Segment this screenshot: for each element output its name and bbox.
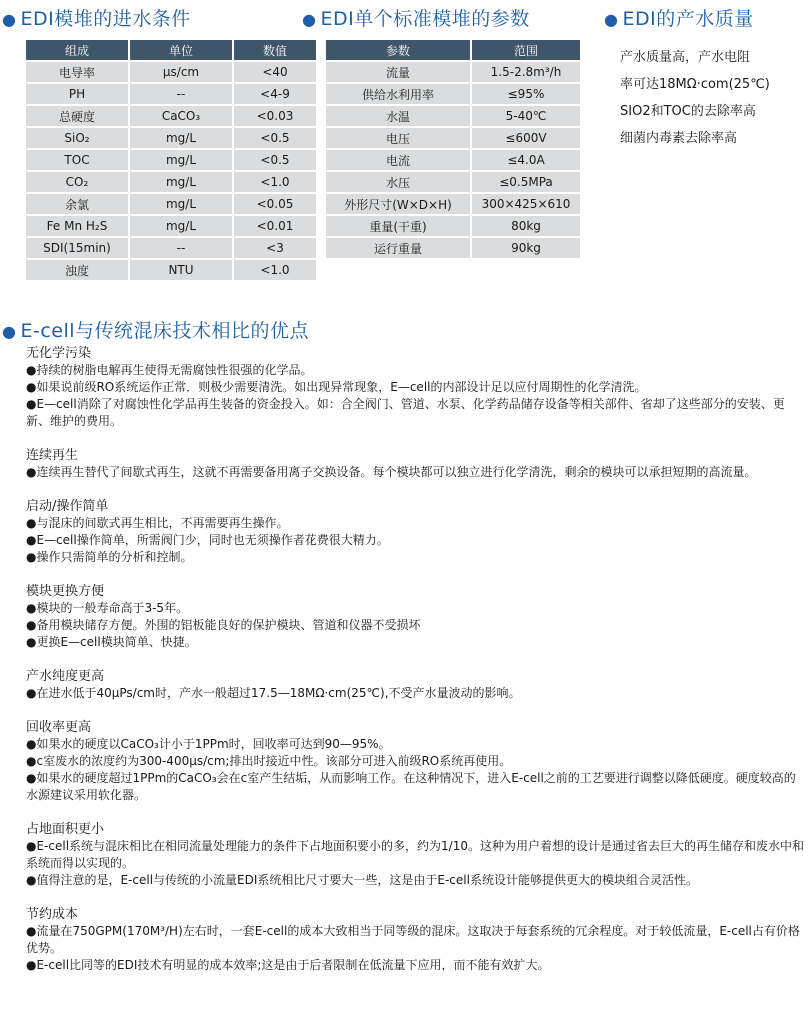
table-cell: <3 xyxy=(234,238,316,258)
table-cell: Fe Mn H₂S xyxy=(26,216,128,236)
table-row xyxy=(326,216,580,236)
table-row xyxy=(26,106,316,126)
table-cell: PH xyxy=(26,84,128,104)
table-cell: -- xyxy=(130,238,232,258)
bullet-dot-icon: ● xyxy=(2,10,17,29)
table-cell: TOC xyxy=(26,150,128,170)
inlet-title-text: EDI模堆的进水条件 xyxy=(20,8,191,30)
table-cell: 余氯 xyxy=(26,194,128,214)
advantage-group xyxy=(26,821,804,889)
table-cell: mg/L xyxy=(130,216,232,236)
table-cell: ≤600V xyxy=(472,128,580,148)
advantages-title-text: E-cell与传统混床技术相比的优点 xyxy=(20,320,310,342)
column-header: 单位 xyxy=(130,40,232,60)
table-cell: SDI(15min) xyxy=(26,238,128,258)
table-row xyxy=(26,194,316,214)
module-spec-table xyxy=(324,38,582,260)
advantage-item: ●模块的一般寿命高于3-5年。 xyxy=(26,601,189,615)
table-cell: CO₂ xyxy=(26,172,128,192)
table-row xyxy=(26,172,316,192)
table-row xyxy=(326,106,580,126)
inlet-section-title xyxy=(2,4,191,31)
advantage-item: ●流量在750GPM(170M³/H)左右时，一套E-cell的成本大致相当于同等级的混床。这取决于每套系统的冗余程度。对于较低流量，E-cell占有价格优势。 xyxy=(26,924,800,955)
advantage-item: ●E-cell系统与混床相比在相同流量处理能力的条件下占地面积要小的多，约为1/10。这种为用户着想的设计是通过省去巨大的再生储存和废水中和系统而得以实现的。 xyxy=(26,839,804,870)
advantage-item: ●c室废水的浓度约为300-400μs/cm;排出时接近中性。该部分可进入前级RO系统再使用。 xyxy=(26,754,512,768)
table-row xyxy=(26,84,316,104)
water-quality-text xyxy=(620,44,805,152)
advantage-heading: 产水纯度更高 xyxy=(26,669,105,684)
table-header-row xyxy=(326,40,580,60)
table-cell: <0.03 xyxy=(234,106,316,126)
table-cell: mg/L xyxy=(130,194,232,214)
table-cell: 电流 xyxy=(326,150,470,170)
advantage-item: ●E—cell操作简单，所需阀门少，同时也无须操作者花费很大精力。 xyxy=(26,533,389,547)
advantage-item: ●操作只需简单的分析和控制。 xyxy=(26,550,193,564)
table-row xyxy=(26,62,316,82)
table-cell: <1.0 xyxy=(234,260,316,280)
table-row xyxy=(326,62,580,82)
table-cell: -- xyxy=(130,84,232,104)
table-cell: 流量 xyxy=(326,62,470,82)
advantage-item: ●在进水低于40μPs/cm时，产水一般超过17.5—18MΩ·cm(25℃),不受产水量波动的影响。 xyxy=(26,686,521,700)
table-cell: 运行重量 xyxy=(326,238,470,258)
table-cell: <0.01 xyxy=(234,216,316,236)
spec-section-title xyxy=(302,4,530,31)
table-row xyxy=(26,128,316,148)
advantage-item: ●备用模块储存方便。外围的铝板能良好的保护模块、管道和仪器不受损坏 xyxy=(26,618,421,632)
advantage-group xyxy=(26,583,804,651)
advantage-item: ●E-cell比同等的EDI技术有明显的成本效率;这是由于后者限制在低流量下应用，而不能有效扩大。 xyxy=(26,958,550,972)
quality-line: 细菌内毒素去除率高 xyxy=(620,131,738,146)
spec-title-text: EDI单个标准模堆的参数 xyxy=(320,8,530,30)
advantage-item: ●E—cell消除了对腐蚀性化学品再生装备的资金投入。如：合全阀门、管道、水泵、化学药品储存设备等相关部件、省却了这些部分的安装、更新、维护的费用。 xyxy=(26,397,785,428)
table-cell: 80kg xyxy=(472,216,580,236)
table-row xyxy=(326,84,580,104)
table-cell: 总硬度 xyxy=(26,106,128,126)
column-header: 范围 xyxy=(472,40,580,60)
table-cell: mg/L xyxy=(130,172,232,192)
quality-title-text: EDI的产水质量 xyxy=(622,8,754,30)
quality-section-title xyxy=(604,4,754,31)
table-cell: 供给水利用率 xyxy=(326,84,470,104)
advantage-heading: 回收率更高 xyxy=(26,720,92,735)
advantages-list xyxy=(26,345,804,991)
advantages-section-title xyxy=(2,316,309,343)
bullet-dot-icon: ● xyxy=(2,322,17,341)
table-cell: <40 xyxy=(234,62,316,82)
advantage-item: ●如果水的硬度以CaCO₃计小于1PPm时，回收率可达到90—95%。 xyxy=(26,737,391,751)
inlet-conditions-table xyxy=(24,38,318,282)
table-header-row xyxy=(26,40,316,60)
column-header: 参数 xyxy=(326,40,470,60)
advantage-group xyxy=(26,719,804,804)
quality-line: 产水质量高，产水电阻 xyxy=(620,50,751,65)
table-cell: 1.5-2.8m³/h xyxy=(472,62,580,82)
table-cell: CaCO₃ xyxy=(130,106,232,126)
table-cell: <1.0 xyxy=(234,172,316,192)
column-header: 组成 xyxy=(26,40,128,60)
advantage-group xyxy=(26,498,804,566)
advantage-group xyxy=(26,447,804,481)
column-header: 数值 xyxy=(234,40,316,60)
table-cell: 300×425×610 xyxy=(472,194,580,214)
table-cell: 浊度 xyxy=(26,260,128,280)
advantage-heading: 启动/操作简单 xyxy=(26,499,109,514)
quality-line: 率可达18MΩ·com(25℃) xyxy=(620,77,770,92)
table-cell: 重量(干重) xyxy=(326,216,470,236)
table-cell: 水温 xyxy=(326,106,470,126)
table-row xyxy=(326,194,580,214)
advantage-heading: 占地面积更小 xyxy=(26,822,105,837)
table-cell: 水压 xyxy=(326,172,470,192)
table-cell: <0.5 xyxy=(234,128,316,148)
table-row xyxy=(326,238,580,258)
advantage-group xyxy=(26,668,804,702)
table-cell: ≤4.0A xyxy=(472,150,580,170)
table-row xyxy=(26,260,316,280)
table-cell: <4-9 xyxy=(234,84,316,104)
advantage-heading: 连续再生 xyxy=(26,448,79,463)
advantage-group xyxy=(26,345,804,430)
table-cell: ≤0.5MPa xyxy=(472,172,580,192)
table-row xyxy=(26,216,316,236)
table-cell: 电导率 xyxy=(26,62,128,82)
advantage-heading: 模块更换方便 xyxy=(26,584,105,599)
bullet-dot-icon: ● xyxy=(604,10,619,29)
bullet-dot-icon: ● xyxy=(302,10,317,29)
advantage-item: ●持续的树脂电解再生使得无需腐蚀性很强的化学品。 xyxy=(26,363,313,377)
table-row xyxy=(326,150,580,170)
table-cell: <0.5 xyxy=(234,150,316,170)
advantage-item: ●如果说前级RO系统运作正常．则极少需要清洗。如出现异常现象，E—cell的内部设计足以应付周期性的化学清洗。 xyxy=(26,380,647,394)
table-row xyxy=(26,150,316,170)
table-cell: 外形尺寸(W×D×H) xyxy=(326,194,470,214)
advantage-item: ●更换E—cell模块简单、快捷。 xyxy=(26,635,197,649)
table-cell: ≤95% xyxy=(472,84,580,104)
quality-line: SIO2和TOC的去除率高 xyxy=(620,104,756,119)
advantage-group xyxy=(26,906,804,974)
advantage-item: ●与混床的间歇式再生相比，不再需要再生操作。 xyxy=(26,516,289,530)
table-cell: mg/L xyxy=(130,128,232,148)
advantage-item: ●如果水的硬度超过1PPm的CaCO₃会在c室产生结垢，从而影响工作。在这种情况下，进入E-cell之前的工艺要进行调整以降低硬度。硬度较高的水源建议采用软化器。 xyxy=(26,771,796,802)
advantage-heading: 无化学污染 xyxy=(26,346,92,361)
table-cell: μs/cm xyxy=(130,62,232,82)
table-cell: SiO₂ xyxy=(26,128,128,148)
advantage-heading: 节约成本 xyxy=(26,907,79,922)
table-cell: NTU xyxy=(130,260,232,280)
table-cell: mg/L xyxy=(130,150,232,170)
table-cell: 5-40℃ xyxy=(472,106,580,126)
table-cell: 电压 xyxy=(326,128,470,148)
table-cell: <0.05 xyxy=(234,194,316,214)
advantage-item: ●连续再生替代了间歇式再生，这就不再需要备用离子交换设备。每个模块都可以独立进行化学清洗，剩余的模块可以承担短期的高流量。 xyxy=(26,465,757,479)
advantage-item: ●值得注意的是，E-cell与传统的小流量EDI系统相比尺寸要大一些，这是由于E-cell系统设计能够提供更大的模块组合灵活性。 xyxy=(26,873,698,887)
table-row xyxy=(326,172,580,192)
table-row xyxy=(326,128,580,148)
table-cell: 90kg xyxy=(472,238,580,258)
table-row xyxy=(26,238,316,258)
